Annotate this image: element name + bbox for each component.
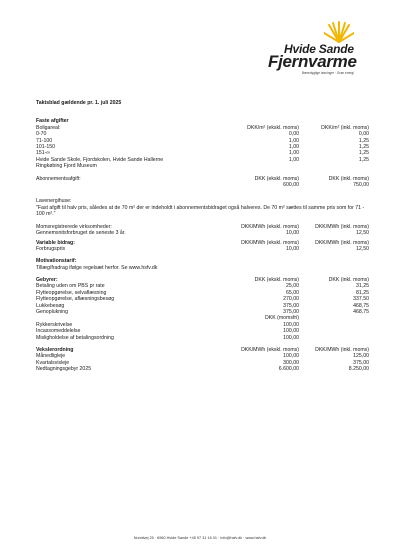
row-label: Rykkerskrivelse	[36, 321, 73, 328]
row-label: 71-100	[36, 137, 53, 144]
tariff-document	[36, 100, 369, 373]
momsfri-col: DKK (momsfri)	[264, 315, 299, 322]
row-label: Genoplukning	[36, 309, 69, 316]
moms-excl: 10,00	[286, 230, 299, 237]
abonnement-incl: 750,00	[353, 182, 369, 189]
row-excl: 1,00	[288, 156, 299, 163]
variable-row	[36, 246, 369, 252]
gebyrer-col-excl: DKK (ekskl. moms)	[254, 277, 299, 284]
variable-heading: Variable bidrag:	[36, 239, 75, 246]
company-logo	[262, 20, 380, 76]
row-label: Hvide Sande Skole, Fjordskolen, Hvide Sande Hallerne	[36, 156, 164, 163]
variable-col-incl: DKK/MWh (inkl. moms)	[315, 239, 369, 246]
moms-label: Momsregistrerede virksomheder:	[36, 223, 112, 230]
logo-line1: Hvide Sande	[284, 42, 354, 56]
motivation-heading: Motivationstarif:	[36, 258, 77, 265]
moms-row	[36, 230, 369, 236]
variable-excl: 10,00	[286, 245, 299, 252]
row-label: Flytteopgørelse, selvaflæsning	[36, 289, 107, 296]
row-incl: 1,25	[358, 137, 369, 144]
row-label: Kvartalsvisleje	[36, 359, 70, 366]
logo-tagline: Bæredygtige løsninger · Grøn energi	[302, 71, 354, 75]
row-incl: 1,25	[358, 143, 369, 150]
motivation-text: Tillæg/fradrag ifølge regelsæt herfor. Se www.hsfv.dk	[36, 264, 158, 271]
row-label: Betaling uden om PBS pr rate	[36, 283, 105, 290]
row-label: 0-70	[36, 131, 47, 138]
col-excl: DKK/m² (ekskl. moms)	[247, 124, 299, 131]
row-incl: 0,00	[358, 131, 369, 138]
row-incl: 125,00	[353, 353, 369, 360]
veksler-col-incl: DKK/MWh (inkl. moms)	[315, 347, 369, 353]
abonnement-col-incl: DKK (inkl. moms)	[328, 175, 369, 182]
row-label: Flytteopgørelse, aflæsningsbesøg	[36, 296, 115, 303]
row-excl: 375,00	[283, 309, 299, 316]
gebyrer-col-incl: DKK (inkl. moms)	[328, 277, 369, 284]
row-excl: 100,00	[283, 353, 299, 360]
row-excl: 25,00	[286, 283, 299, 290]
moms-incl: 12,50	[356, 230, 369, 237]
faste-heading: Faste afgifter	[36, 118, 69, 125]
row-value: 100,00	[283, 321, 299, 328]
row-excl	[195, 163, 299, 169]
row-incl: 337,50	[353, 296, 369, 303]
variable-row-label: Forbrugspris	[36, 245, 66, 252]
table-row	[36, 335, 369, 341]
veksler-col-excl: DKK/MWh (ekskl. moms)	[241, 347, 299, 353]
moms-row-label: Gennemsnitsforbruget de seneste 3 år.	[36, 230, 126, 237]
row-label: Misligholdelse af betalingsordning	[36, 334, 114, 341]
row-incl: 8.250,00	[348, 366, 369, 373]
row-incl: 81,25	[356, 289, 369, 296]
col-incl: DKK/m² (inkl. moms)	[321, 124, 369, 131]
sun-icon	[324, 20, 354, 44]
row-excl: 65,00	[286, 289, 299, 296]
row-incl: 468,75	[353, 309, 369, 316]
row-incl: 31,25	[356, 283, 369, 290]
row-excl: 270,00	[283, 296, 299, 303]
table-row	[36, 163, 369, 169]
abonnement-col-excl: DKK (ekskl. moms)	[254, 175, 299, 182]
row-label: Ringkøbing Fjord Museum	[36, 163, 97, 170]
row-excl: 1,00	[288, 137, 299, 144]
row-excl: 375,00	[283, 302, 299, 309]
row-label: Lukkebesøg	[36, 302, 65, 309]
row-value: 100,00	[283, 334, 299, 341]
row-label: Incassomeddelelse	[36, 328, 81, 335]
page-title: Taktsblad gældende pr. 1. juli 2025	[36, 100, 122, 106]
row-excl: 1,00	[288, 150, 299, 157]
moms-col-incl: DKK/MWh (inkl. moms)	[315, 223, 369, 230]
row-incl: 1,25	[358, 156, 369, 163]
lavenergi-text: "Fast afgift til halv pris, således at de 70 m² der er indeholdt i abonnementsbidraget også halveres. De 70 m² sættes til samme pris som for 71 - 100 m²."	[36, 204, 365, 217]
bolig-label: Boligareal:	[36, 124, 61, 131]
table-row	[36, 366, 369, 372]
gebyrer-heading: Gebyrer:	[36, 277, 58, 284]
abonnement-excl: 600,00	[283, 182, 299, 189]
row-excl: 1,00	[288, 143, 299, 150]
row-label: 101-150	[36, 143, 56, 150]
row-incl	[299, 163, 369, 169]
row-label: Nedtagningsgebyr 2025	[36, 366, 92, 373]
row-label: 151-∞	[36, 150, 51, 157]
row-value: 100,00	[283, 328, 299, 335]
variable-col-excl: DKK/MWh (ekskl. moms)	[241, 239, 299, 246]
lavenergi-label: Lavenergihuse:	[36, 198, 72, 205]
row-label: Månedligleje	[36, 353, 66, 360]
veksler-heading: Vekslerordning	[36, 347, 74, 353]
row-excl: 6.600,00	[278, 366, 299, 373]
row-incl: 468,75	[353, 302, 369, 309]
variable-incl: 12,50	[356, 245, 369, 252]
page-footer: Numitvej 25 · 6960 Hvide Sande +45 97 31 16 01 · info@hsfv.dk · www.hsfv.dk	[133, 536, 267, 540]
row-excl: 300,00	[283, 359, 299, 366]
logo-line2: Fjernvarme	[268, 52, 357, 71]
abonnement-row	[36, 182, 369, 188]
moms-col-excl: DKK/MWh (ekskl. moms)	[241, 223, 299, 230]
abonnement-label: Abonnementsafgift:	[36, 175, 81, 182]
row-excl: 0,00	[288, 131, 299, 138]
row-incl: 375,00	[353, 359, 369, 366]
row-incl: 1,25	[358, 150, 369, 157]
